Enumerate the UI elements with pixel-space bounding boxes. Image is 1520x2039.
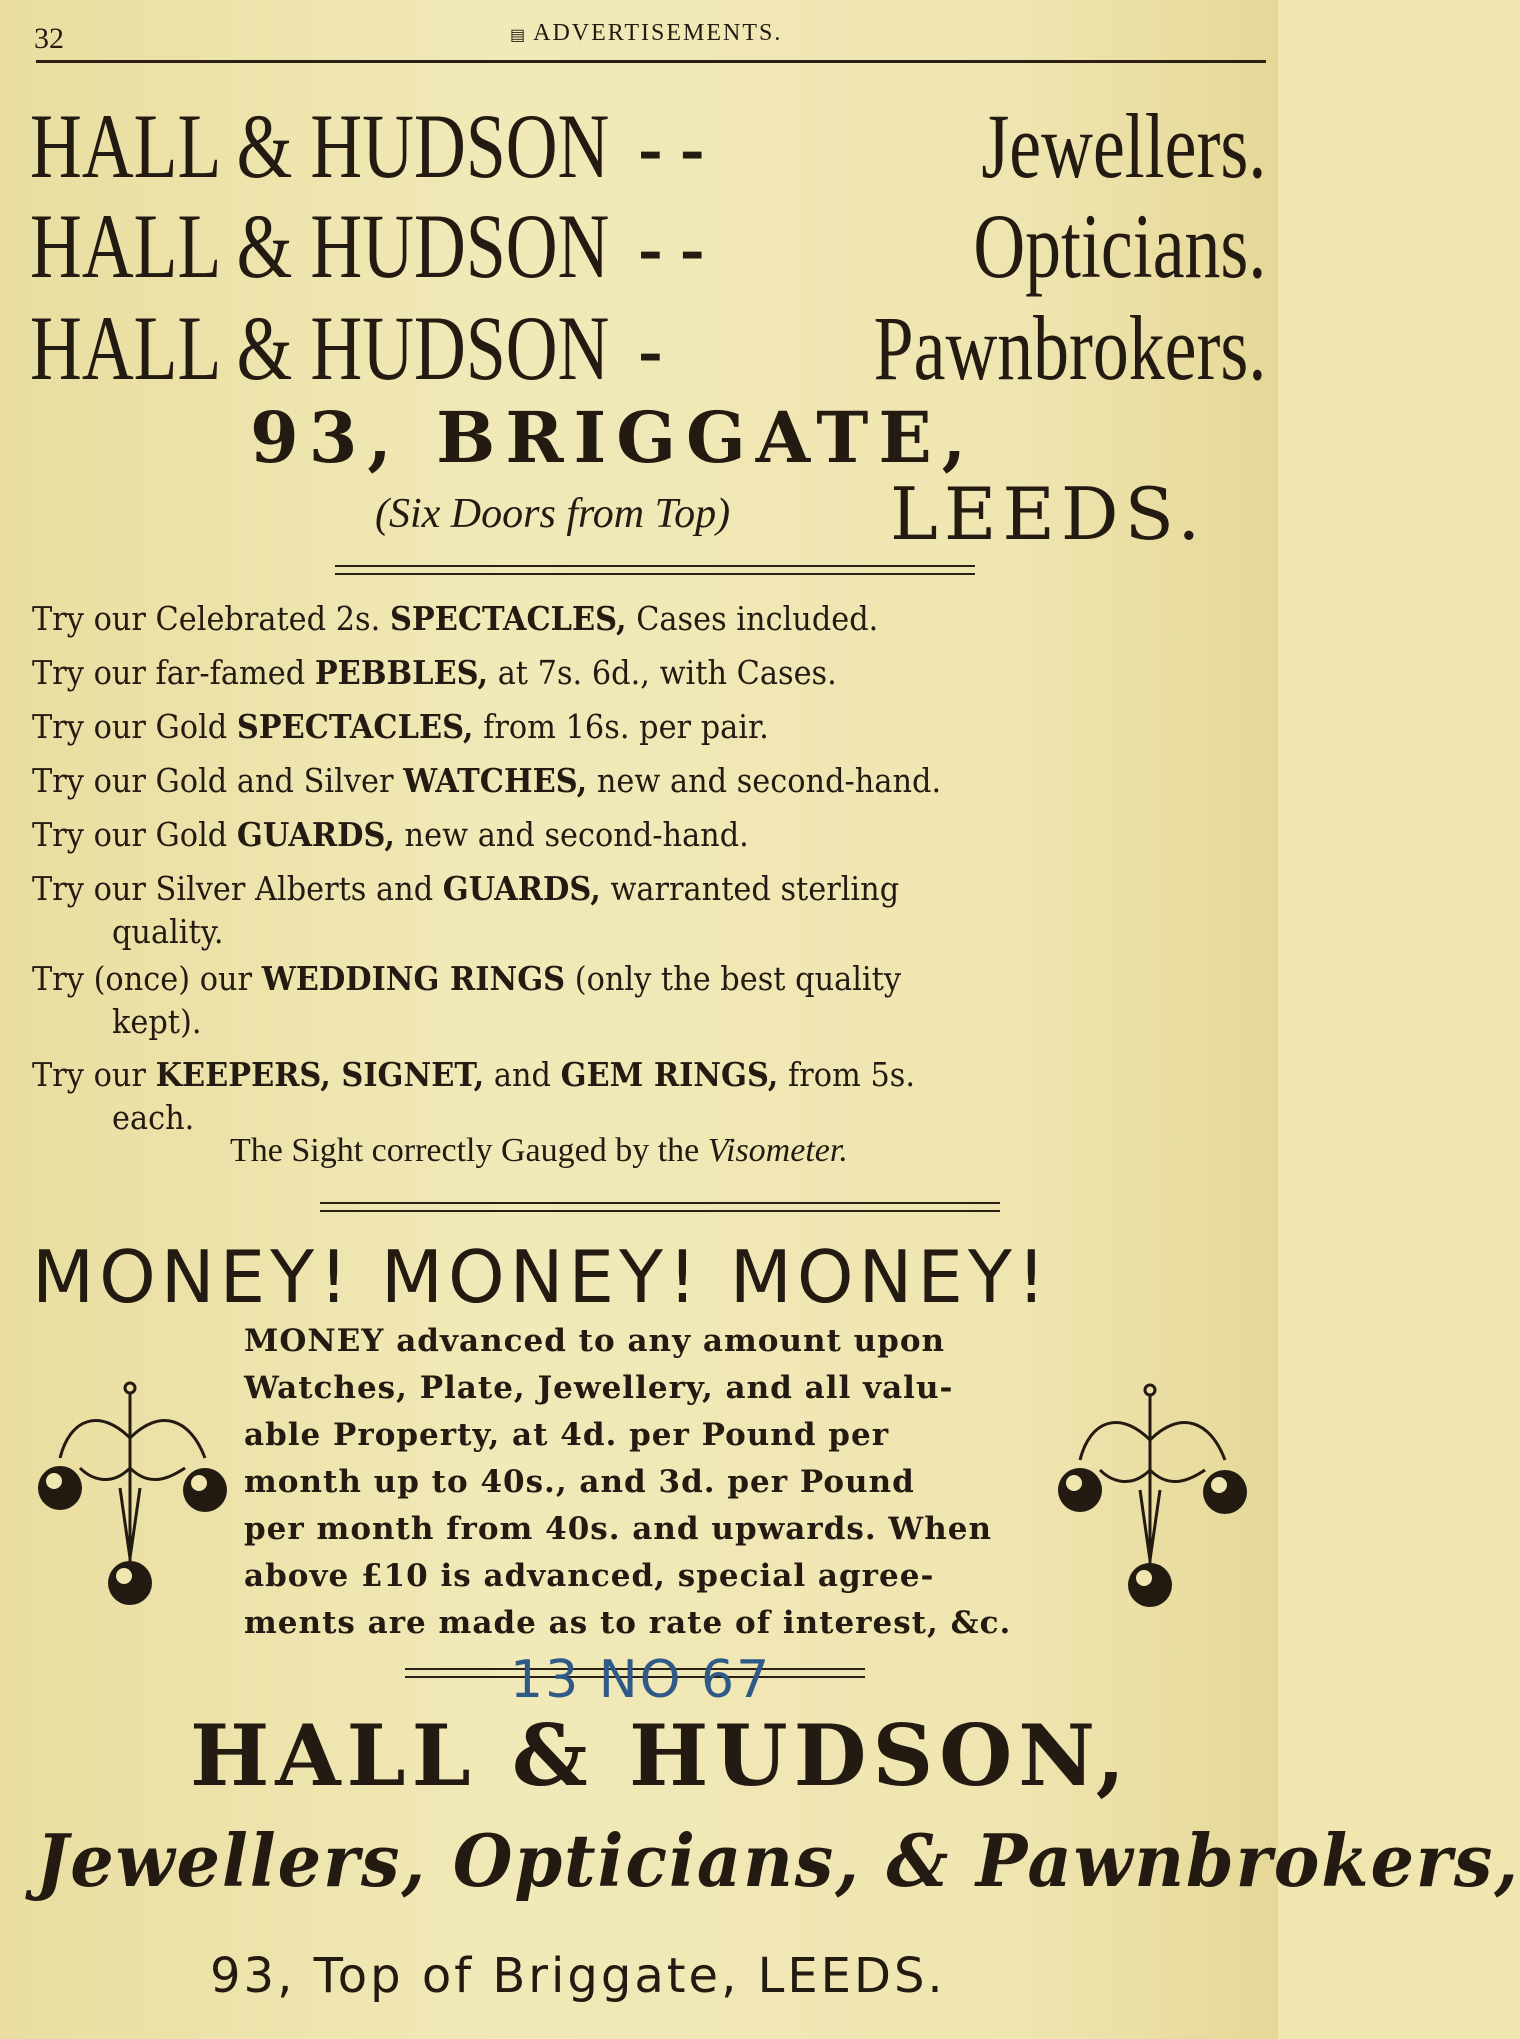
money-body [244,1318,1044,1647]
sight-note [230,1132,848,1170]
offer-text: Try our [32,1055,156,1094]
offer-text: Try our Celebrated 2s. [32,599,390,638]
offer-text: from 5s. [778,1055,916,1094]
sight-instrument: Visometer. [707,1132,848,1169]
date-stamp: 13 NO 67 [510,1650,772,1710]
sight-text: The Sight correctly Gauged by the [230,1132,708,1169]
offer-text: Try our Gold [32,815,237,854]
double-rule [335,565,975,575]
hall-hudson-line-opticians [30,195,1267,297]
money-line: able Property, at 4d. per Pound per [244,1417,890,1453]
offer-item: WATCHES, [403,761,588,800]
offer-line-1 [32,596,878,642]
offer-line-6-cont: quality. [112,912,224,951]
offer-line-3 [32,704,769,750]
trade-opticians: Opticians. [973,195,1267,297]
offer-text: (only the best quality [565,959,902,998]
trade-pawnbrokers: Pawnbrokers. [873,297,1267,399]
offer-line-6 [32,866,899,912]
money-line: per month from 40s. and upwards. When [244,1511,993,1547]
street-address: 93, BRIGGATE, [250,396,977,479]
money-line: month up to 40s., and 3d. per Pound [244,1464,915,1500]
header-rule [36,60,1266,63]
pawnbroker-balls-icon-left [30,1378,230,1618]
footer-trades: Jewellers, Opticians, & Pawnbrokers, [36,1818,1520,1903]
pawnbroker-balls-icon-right [1050,1380,1250,1620]
offer-line-8-cont: each. [112,1098,195,1137]
offer-item: GUARDS, [442,869,601,908]
offer-item: GEM RINGS, [560,1055,779,1094]
money-line: Watches, Plate, Jewellery, and all valu- [244,1370,954,1406]
footer-firm-name: HALL & HUDSON, [190,1706,1131,1805]
footer-address: 93, Top of Briggate, LEEDS. [210,1948,946,2004]
trade-jewellers: Jewellers. [981,95,1267,197]
money-line: ments are made as to rate of interest, &c. [244,1605,1012,1641]
offer-text: Try our Gold and Silver [32,761,404,800]
offer-text: Try our Gold [32,707,237,746]
offer-text: Try (once) our [32,959,262,998]
offer-item: PEBBLES, [314,653,489,692]
money-line: above £10 is advanced, special agree- [244,1558,935,1594]
money-line: MONEY advanced to any amount upon [244,1323,946,1359]
double-rule [320,1202,1000,1212]
money-heading: MONEY! MONEY! MONEY! [32,1235,1051,1319]
firm-name: HALL & HUDSON [30,195,610,297]
page-header [30,14,1270,64]
offer-item: SPECTACLES, [236,707,474,746]
offer-text: new and second-hand. [394,815,749,854]
dash: - - [638,195,705,297]
offer-text: Try our Silver Alberts and [32,869,443,908]
offer-line-7-cont: kept). [112,1002,202,1041]
offer-text: Try our far-famed [32,653,315,692]
running-head [510,20,782,47]
hall-hudson-line-jewellers [30,95,1267,197]
offer-item: WEDDING RINGS [261,959,566,998]
page-number: 32 [34,22,64,55]
address-note: (Six Doors from Top) [375,491,731,537]
offer-text: warranted sterling [600,869,900,908]
dash: - [638,297,663,399]
offer-line-4 [32,758,941,804]
hall-hudson-line-pawnbrokers [30,297,1267,399]
offer-text: new and second-hand. [587,761,942,800]
offer-line-7 [32,956,901,1002]
offer-line-2 [32,650,837,696]
dash: - - [638,95,705,197]
offer-item: GUARDS, [236,815,395,854]
firm-name: HALL & HUDSON [30,297,610,399]
ornament-icon: ▤ [510,27,528,44]
offer-line-8 [32,1052,915,1098]
offer-item: SPECTACLES, [389,599,627,638]
offer-text: from 16s. per pair. [473,707,769,746]
offer-item: KEEPERS, SIGNET, [155,1055,485,1094]
offer-text: and [484,1055,561,1094]
offer-line-5 [32,812,749,858]
city: LEEDS. [890,472,1207,556]
firm-name: HALL & HUDSON [30,95,610,197]
offer-text: at 7s. 6d., with Cases. [488,653,837,692]
running-head-text: ADVERTISEMENTS. [533,20,783,46]
offer-text: Cases included. [626,599,879,638]
